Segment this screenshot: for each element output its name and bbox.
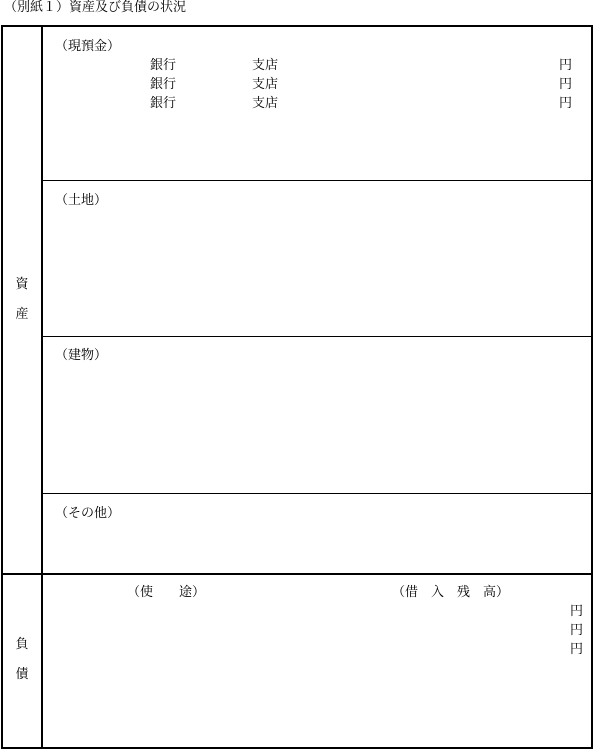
use-heading: （使 途） <box>127 585 206 600</box>
cash-row-3-branch: 支店 <box>252 96 279 111</box>
liabilities-label <box>3 630 41 690</box>
assets-label <box>3 270 41 330</box>
liabilities-label-char-2: 債 <box>15 667 29 682</box>
liability-unit-3: 円 <box>570 642 584 657</box>
liability-unit-1: 円 <box>570 604 584 619</box>
cash-row-2-bank: 銀行 <box>150 77 177 92</box>
divider-cash-land <box>43 180 591 181</box>
cash-row-3-bank: 銀行 <box>150 96 177 111</box>
cash-row-1-branch: 支店 <box>252 58 279 73</box>
cash-row-2-unit: 円 <box>559 77 573 92</box>
building-heading: （建物） <box>55 348 108 363</box>
cash-row-1-bank: 銀行 <box>150 58 177 73</box>
cash-row-2-branch: 支店 <box>252 77 279 92</box>
other-heading: （その他） <box>55 506 121 521</box>
assets-label-char-1: 資 <box>15 277 29 292</box>
label-column-divider <box>41 27 43 747</box>
divider-land-building <box>43 336 591 337</box>
liability-unit-2: 円 <box>570 623 584 638</box>
liabilities-label-char-1: 負 <box>15 637 29 652</box>
assets-label-char-2: 産 <box>15 307 29 322</box>
land-heading: （土地） <box>55 193 108 208</box>
divider-building-other <box>43 493 591 494</box>
divider-assets-liabilities <box>3 573 591 575</box>
cash-row-1-unit: 円 <box>559 58 573 73</box>
balance-heading: （借 入 残 高） <box>392 585 510 600</box>
cash-heading: （現預金） <box>55 39 121 54</box>
status-table <box>1 25 593 749</box>
page-title: （別紙１）資産及び負債の状況 <box>4 0 187 15</box>
cash-row-3-unit: 円 <box>559 96 573 111</box>
